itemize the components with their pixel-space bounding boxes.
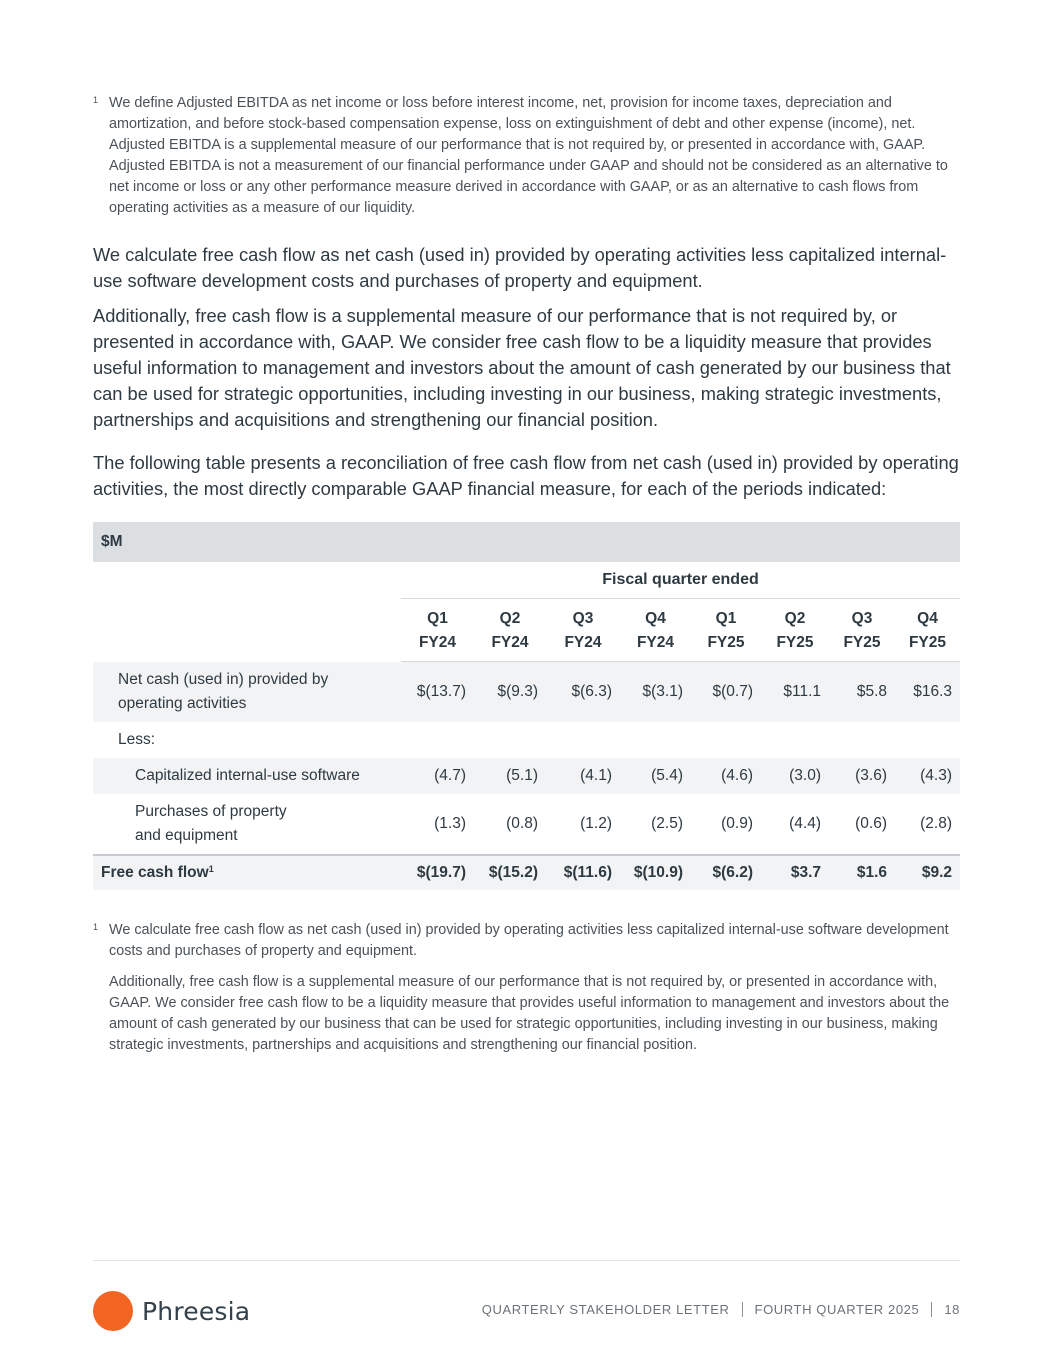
cell-value: $(13.7) xyxy=(401,662,474,723)
col-header: Q4 FY24 xyxy=(620,599,691,662)
cell-value: (4.6) xyxy=(691,758,761,794)
empty-cell xyxy=(401,722,960,758)
footer-separator xyxy=(931,1302,932,1317)
cell-value: (3.0) xyxy=(761,758,829,794)
cell-value: (4.7) xyxy=(401,758,474,794)
table-column-headers xyxy=(93,599,960,662)
table-row-less xyxy=(93,722,960,758)
row-label: Purchases of property and equipment xyxy=(135,803,287,844)
col-header: Q2 FY24 xyxy=(474,599,546,662)
cell-value: $(11.6) xyxy=(546,855,620,890)
cell-value: $11.1 xyxy=(761,662,829,723)
cell-value: (2.8) xyxy=(920,815,952,832)
table-group-header xyxy=(93,562,960,599)
footer-meta xyxy=(482,1302,960,1317)
empty-cell xyxy=(93,599,401,662)
cell-value: (4.4) xyxy=(789,815,821,832)
col-header: Q3 FY25 xyxy=(829,599,895,662)
cell-value: $9.2 xyxy=(895,855,960,890)
table-row-free-cash-flow xyxy=(93,855,960,890)
fcf-footnote xyxy=(93,920,960,962)
col-header: Q3 FY24 xyxy=(546,599,620,662)
fiscal-quarter-header: Fiscal quarter ended xyxy=(401,562,960,599)
reconciliation-intro-paragraph: The following table presents a reconciliation of free cash flow from net cash (used in) provided by operating activities, the most directly comparable GAAP financial measure, for each of the periods indicated: xyxy=(93,452,959,499)
table-unit-header xyxy=(93,522,960,562)
cell-value: $(10.9) xyxy=(620,855,691,890)
cell-value: (5.1) xyxy=(474,758,546,794)
cell-value: (4.1) xyxy=(546,758,620,794)
cell-value: (5.4) xyxy=(620,758,691,794)
cell-value: (2.5) xyxy=(651,815,683,832)
footer-divider xyxy=(93,1260,960,1261)
page-number: 18 xyxy=(944,1302,960,1317)
row-label: Net cash (used in) provided by operating activities xyxy=(93,662,401,723)
cell-value: (0.9) xyxy=(721,815,753,832)
footnote-mark: 1 xyxy=(93,922,99,932)
footer-separator xyxy=(742,1302,743,1317)
empty-cell xyxy=(93,562,401,599)
col-header: Q4 FY25 xyxy=(895,599,960,662)
cell-value: $3.7 xyxy=(761,855,829,890)
cell-value: (1.3) xyxy=(434,815,466,832)
footnote-text: We define Adjusted EBITDA as net income or loss before interest income, net, provision for income taxes, depreciation and amortization, and before stock-based compensation expense, loss on extinguishment of debt and other expense (income), net. Adjusted EBITDA is a supplemental measure of our performance that is not required by, or presented in accordance with, GAAP. Adjusted EBITDA is not a measurement of our financial performance under GAAP and should not be considered as an alternative to net income or loss or any other performance measure derived in accordance with GAAP, or as an alternative to cash flows from operating activities as a measure of our liquidity. xyxy=(109,95,948,216)
phreesia-logo xyxy=(93,1291,250,1331)
logo-circle-icon xyxy=(93,1291,133,1331)
cell-value: (0.6) xyxy=(855,815,887,832)
adjusted-ebitda-footnote xyxy=(93,93,960,219)
cell-value: $5.8 xyxy=(829,662,895,723)
cell-value: $(19.7) xyxy=(401,855,474,890)
table-row-capitalized-software xyxy=(93,758,960,794)
unit-label: $M xyxy=(93,522,960,562)
free-cash-flow-table xyxy=(93,522,960,890)
doc-title: QUARTERLY STAKEHOLDER LETTER xyxy=(481,1302,730,1317)
cell-value: $(15.2) xyxy=(474,855,546,890)
fcf-footnote-continued: Additionally, free cash flow is a supplemental measure of our performance that is not required by, or presented in accordance with, GAAP. We consider free cash flow to be a liquidity measure that provides useful information to management and investors about the amount of cash generated by our business that can be used for strategic opportunities, including investing in our business, making strategic investments, partnerships and acquisitions and strengthening our financial position. xyxy=(109,974,950,1053)
col-header: Q2 FY25 xyxy=(761,599,829,662)
cell-value: (4.3) xyxy=(895,758,960,794)
col-header: Q1 FY25 xyxy=(691,599,761,662)
cell-value: $(6.2) xyxy=(691,855,761,890)
fcf-supplemental-paragraph: Additionally, free cash flow is a supplemental measure of our performance that is not required by, or presented in accordance with, GAAP. We consider free cash flow to be a liquidity measure that provides useful information to management and investors about the amount of cash generated by our business that can be used for strategic opportunities, including investing in our business, making strategic investments, partnerships and acquisitions and strengthening our financial position. xyxy=(93,305,951,430)
cell-value: $(3.1) xyxy=(620,662,691,723)
cell-value: $(0.7) xyxy=(691,662,761,723)
table-row-net-cash xyxy=(93,662,960,723)
footnote-mark: 1 xyxy=(93,95,99,105)
row-label: Free cash flow$^1$ xyxy=(93,855,401,890)
col-header: Q1 FY24 xyxy=(401,599,474,662)
cell-value: (0.8) xyxy=(506,815,538,832)
cell-value: $(9.3) xyxy=(474,662,546,723)
row-label: Capitalized internal-use software xyxy=(93,758,401,794)
cell-value: (1.2) xyxy=(580,815,612,832)
row-label: Less: xyxy=(118,731,156,748)
page-content xyxy=(93,0,960,1056)
cell-value: $16.3 xyxy=(895,662,960,723)
brand-name: Phreesia xyxy=(142,1296,251,1326)
cell-value: $(6.3) xyxy=(546,662,620,723)
table-row-purchases xyxy=(93,794,960,855)
footnote-text: We calculate free cash flow as net cash (used in) provided by operating activities less capitalized internal-use software development costs and purchases of property and equipment. xyxy=(109,922,949,959)
cell-value: $1.6 xyxy=(829,855,895,890)
doc-period: FOURTH QUARTER 2025 xyxy=(754,1302,920,1317)
fcf-definition-paragraph: We calculate free cash flow as net cash (used in) provided by operating activities less capitalized internal-use software development costs and purchases of property and equipment. xyxy=(93,244,947,291)
cell-value: (3.6) xyxy=(829,758,895,794)
